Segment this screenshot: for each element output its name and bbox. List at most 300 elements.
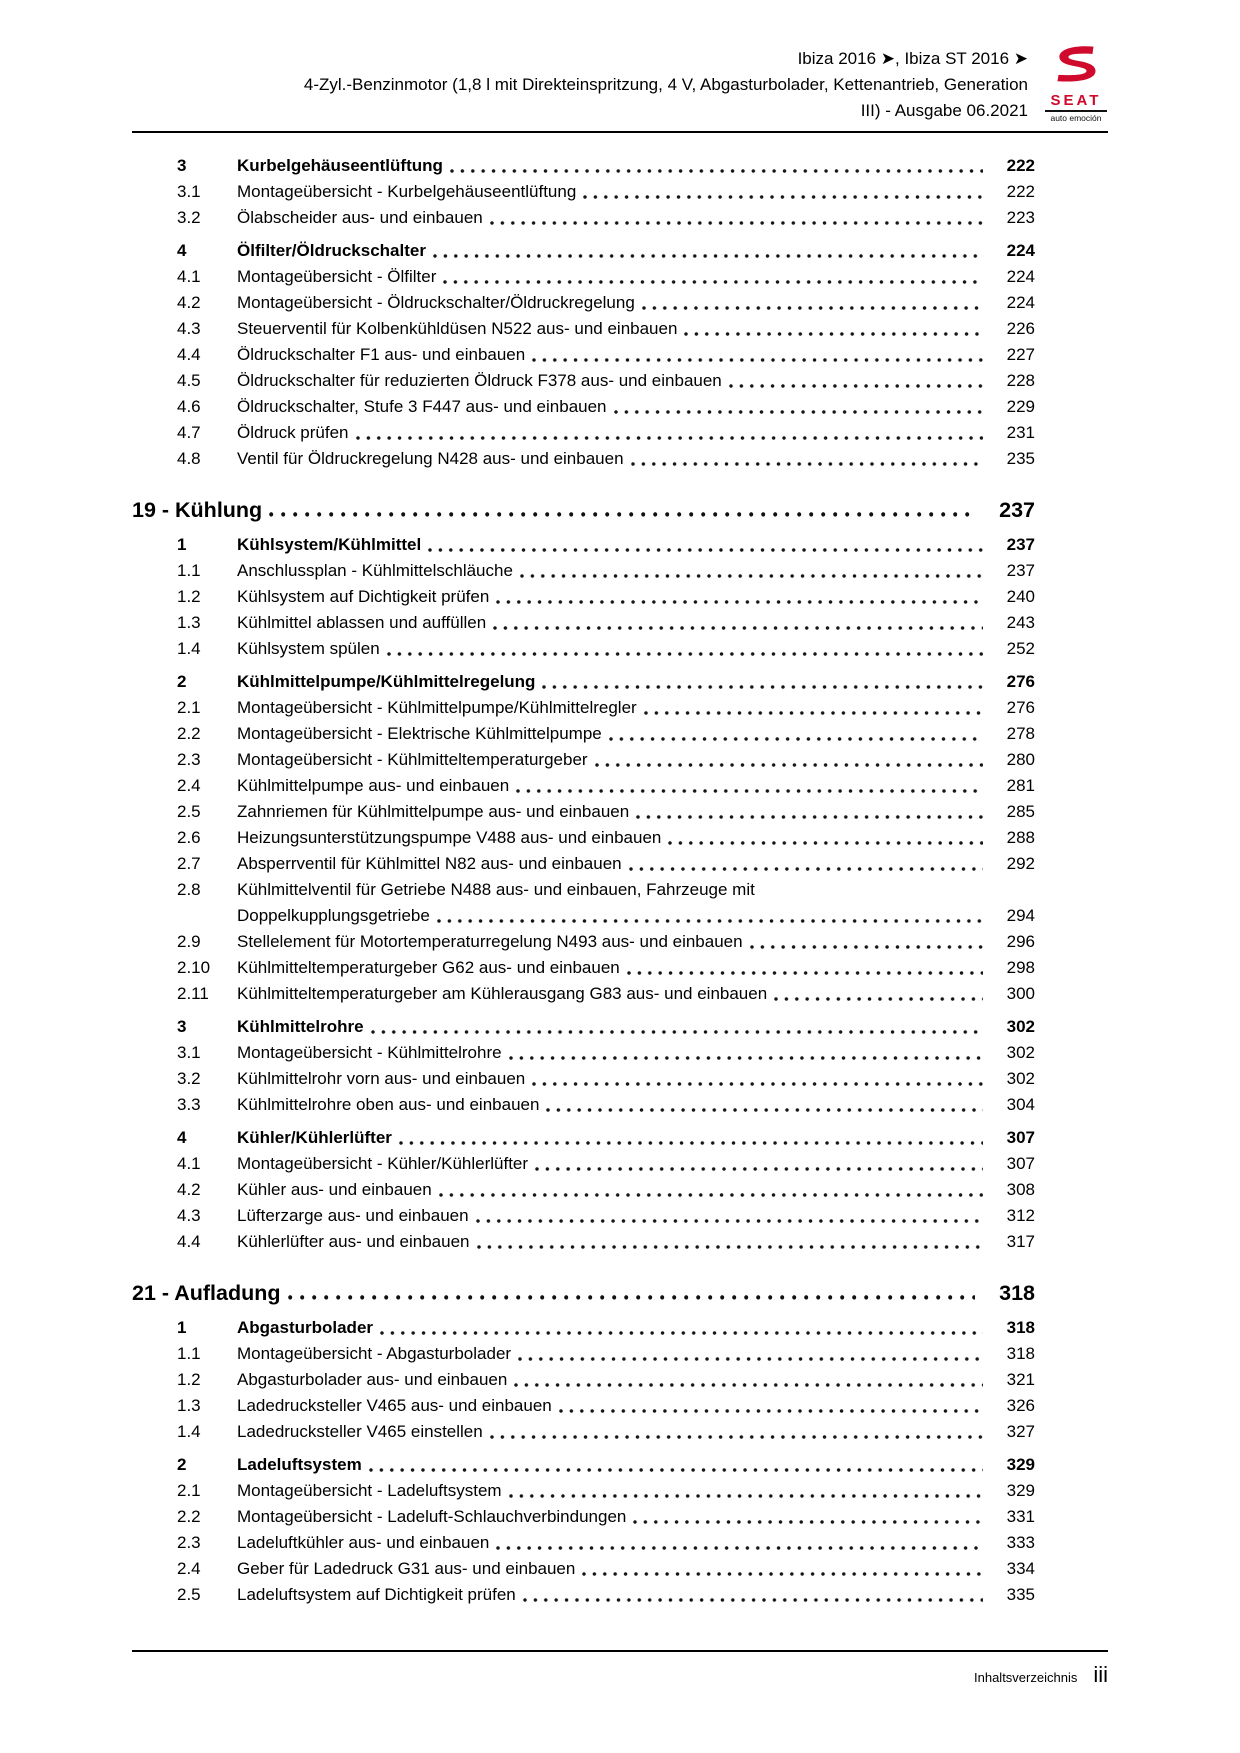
toc-entry-line [237,1177,1035,1203]
toc-entry-line [237,1367,1035,1393]
toc-entry-number: 1.2 [177,1370,201,1389]
toc-entry-page: 243 [1006,613,1035,632]
toc-entry-row [132,1556,1035,1582]
toc-entry-row [132,1315,1035,1341]
toc-entry-number: 2.5 [177,802,201,821]
toc-entry-row [132,610,1035,636]
seat-logo-rule [1045,110,1107,112]
toc-entry-body [237,1092,1035,1118]
toc-entry-title: Ladeluftsystem auf Dichtigkeit prüfen [237,1585,516,1604]
toc-entry-number: 1.1 [177,1344,201,1363]
toc-entry-number: 4.4 [177,345,201,364]
toc-entry-number: 2.3 [177,1533,201,1552]
toc-entry-page: 312 [1006,1206,1035,1225]
toc-entry-body [237,1229,1035,1255]
toc-entry-number: 2.11 [177,984,209,1003]
toc-entry-line [237,1452,1035,1478]
toc-entry-number: 2.4 [177,776,201,795]
toc-entry-line [237,1203,1035,1229]
toc-entry-title: Kühlmittelpumpe aus- und einbauen [237,776,510,795]
toc-entry-page: 226 [1006,319,1035,338]
toc-entry-row [132,1040,1035,1066]
toc-entry-number: 2.5 [177,1585,201,1604]
toc-entry-page: 227 [1006,345,1035,364]
dot-leader [633,1511,983,1530]
toc-entry-page: 281 [1006,776,1035,795]
toc-entry-body [237,1530,1035,1556]
toc-entry-title: Kühlmitteltemperaturgeber G62 aus- und einbauen [237,958,620,977]
toc-entry-body [237,368,1035,394]
toc-entry-page: 327 [1006,1422,1035,1441]
header-title-line2: III) - Ausgabe 06.2021 [860,101,1028,120]
toc-entry-line [237,342,1035,368]
footer-rule [132,1650,1108,1652]
toc-entry-line [237,1556,1035,1582]
toc-entry-body [237,238,1035,264]
toc-entry-page: 318 [1006,1344,1035,1363]
toc-entry-body [237,446,1035,472]
toc-entry-page: 329 [1006,1481,1035,1500]
toc-entry-page: 240 [1006,587,1035,606]
toc-entry-line [237,695,1035,721]
dot-leader [614,401,983,420]
toc-entry-number: 3.3 [177,1095,201,1114]
toc-entry-number: 4.6 [177,397,201,416]
dot-leader [514,1374,983,1393]
toc-entry-body [237,558,1035,584]
seat-logo-tagline: auto emoción [1050,112,1102,123]
dot-leader [774,988,983,1007]
toc-entry-row [132,1341,1035,1367]
toc-entry-page: 237 [1006,561,1035,580]
toc-entry-row [132,532,1035,558]
toc-entry-body [237,851,1035,877]
toc-entry-title: Kühlmitteltemperaturgeber am Kühlerausgang G83 aus- und einbauen [237,984,768,1003]
toc-entry-title: Ventil für Öldruckregelung N428 aus- und einbauen [237,449,624,468]
toc-entry-title: Abgasturbolader [237,1318,374,1337]
toc-entry-body [237,1419,1035,1445]
dot-leader [595,754,983,773]
toc-entry-title: Kühlsystem auf Dichtigkeit prüfen [237,587,490,606]
toc-entry-number: 2.3 [177,750,201,769]
toc-entry-row [132,1151,1035,1177]
toc-entry-row [132,446,1035,472]
toc-entry-page: 296 [1006,932,1035,951]
toc-entry-body [237,1504,1035,1530]
toc-entry-body [237,799,1035,825]
dot-leader [477,1236,984,1255]
toc-entry-page: 231 [1006,423,1035,442]
toc-entry-page: 317 [1006,1232,1035,1251]
toc-entry-body [237,1556,1035,1582]
seat-logo [1028,44,1108,123]
toc-entry-title: Montageübersicht - Elektrische Kühlmittelpumpe [237,724,602,743]
toc-entry-title: Anschlussplan - Kühlmittelschläuche [237,561,513,580]
toc-entry-number: 1 [177,535,187,554]
dot-leader [439,1184,983,1203]
toc-entry-title: Ladedrucksteller V465 aus- und einbauen [237,1396,552,1415]
toc-entry-line [237,205,1035,231]
toc-entry-line [237,290,1035,316]
toc-entry-body [237,1014,1035,1040]
toc-entry-line [237,636,1035,662]
toc-entry-number: 1.1 [177,561,201,580]
toc-entry-line [237,584,1035,610]
toc-chapter-row [132,496,1035,524]
toc-entry-line [237,610,1035,636]
toc-entry-row [132,342,1035,368]
toc-entry-title: Abgasturbolader aus- und einbauen [237,1370,508,1389]
toc-entry-page: 237 [1006,535,1035,554]
toc-entry-title: Montageübersicht - Kurbelgehäuseentlüftung [237,182,577,201]
dot-leader [443,271,983,290]
toc-entry-line [237,316,1035,342]
toc-entry-line [237,1315,1035,1341]
toc-entry-body [237,1582,1035,1608]
toc-entry-number: 3.2 [177,1069,201,1088]
toc-entry-page: 318 [1006,1318,1035,1337]
toc-entry-number: 1.3 [177,613,201,632]
toc-entry-row [132,955,1035,981]
toc-entry-page: 280 [1006,750,1035,769]
toc-entry-line [237,1125,1035,1151]
toc-entry-title: Doppelkupplungsgetriebe [237,906,430,925]
seat-logo-brand: SEAT [1050,92,1102,109]
toc-entry-title: Kühlmittelrohr vorn aus- und einbauen [237,1069,526,1088]
page-header [132,44,1108,124]
toc-entry-row [132,929,1035,955]
dot-leader [509,1485,983,1504]
toc-entry-page: 326 [1006,1396,1035,1415]
toc-entry-title: Kühler aus- und einbauen [237,1180,432,1199]
toc-entry-page: 222 [1006,182,1035,201]
toc-entry-number: 4.3 [177,319,201,338]
dot-leader [450,160,983,179]
toc-entry-row [132,1367,1035,1393]
dot-leader [629,858,983,877]
toc-entry-number: 3.1 [177,182,201,201]
toc-entry-number: 3.1 [177,1043,201,1062]
dot-leader [644,702,983,721]
toc-entry-body [237,1177,1035,1203]
toc-entry-body [237,636,1035,662]
toc-entry-title: Heizungsunterstützungspumpe V488 aus- und einbauen [237,828,662,847]
toc-entry-line [237,394,1035,420]
toc-entry-page: 302 [1006,1069,1035,1088]
toc-entry-number: 2.9 [177,932,201,951]
toc-entry-body [237,695,1035,721]
toc-entry-line [237,1530,1035,1556]
dot-leader [559,1400,983,1419]
dot-leader [269,503,975,524]
toc-entry-line [237,1040,1035,1066]
toc-entry-page: 228 [1006,371,1035,390]
toc-entry-number: 2.8 [177,880,201,899]
toc-entry-title: Ladeluftkühler aus- und einbauen [237,1533,490,1552]
toc-entry-body [237,1151,1035,1177]
dot-leader [356,427,984,446]
toc-entry-page: 224 [1006,293,1035,312]
toc-entry-title: Montageübersicht - Kühlmittelpumpe/Kühlmittelregler [237,698,637,717]
toc-entry-title: Kühlsystem/Kühlmittel [237,535,422,554]
toc-entry-line [237,264,1035,290]
toc-entry-title: Montageübersicht - Kühler/Kühlerlüfter [237,1154,529,1173]
toc-entry-title: Montageübersicht - Kühlmittelrohre [237,1043,502,1062]
toc-entry-row [132,558,1035,584]
toc-entry-line [237,669,1035,695]
toc-entry-line [237,851,1035,877]
toc-entry-line [237,1582,1035,1608]
toc-entry-page: 331 [1006,1507,1035,1526]
toc-entry-line [237,1066,1035,1092]
dot-leader [609,728,983,747]
toc-entry-row [132,205,1035,231]
toc-entry-row [132,851,1035,877]
toc-entry-title: Kühlmittel ablassen und auffüllen [237,613,487,632]
toc-entry-row [132,1419,1035,1445]
toc-entry-line [237,420,1035,446]
dot-leader [476,1210,983,1229]
toc-entry-title: Ladedrucksteller V465 einstellen [237,1422,483,1441]
toc-entry-title: Kühler/Kühlerlüfter [237,1128,392,1147]
dot-leader [493,617,983,636]
toc-entry-page: 302 [1006,1043,1035,1062]
dot-leader [509,1047,983,1066]
toc-entry-number: 3.2 [177,208,201,227]
footer-label: Inhaltsverzeichnis [974,1670,1078,1685]
toc-entry-number: 1.4 [177,639,201,658]
dot-leader [428,539,983,558]
toc-entry-row [132,1092,1035,1118]
toc-entry-line [237,558,1035,584]
dot-leader [437,910,983,929]
toc-entry-row [132,584,1035,610]
toc-entry-row [132,179,1035,205]
toc-entry-title: Kühlmittelventil für Getriebe N488 aus- und einbauen, Fahrzeuge mit [237,880,755,899]
dot-leader [288,1286,975,1307]
toc-entry-line [237,1092,1035,1118]
toc-entry-row [132,695,1035,721]
toc-entry-row [132,636,1035,662]
toc-entry-line [237,446,1035,472]
toc-entry-body [237,877,1035,929]
toc-entry-number: 1 [177,1318,187,1337]
toc-entry-number: 2.6 [177,828,201,847]
dot-leader [668,832,983,851]
toc-entry-row [132,1393,1035,1419]
toc-entry-title: Kühlsystem spülen [237,639,380,658]
toc-entry-page: 334 [1006,1559,1035,1578]
toc-entry-body [237,610,1035,636]
toc-entry-number: 2.1 [177,1481,201,1500]
toc-entry-number: 4.7 [177,423,201,442]
dot-leader [433,245,983,264]
toc-entry-number: 2 [177,1455,187,1474]
toc-entry-body [237,394,1035,420]
dot-leader [546,1099,983,1118]
toc-entry-title: Montageübersicht - Öldruckschalter/Öldruckregelung [237,293,635,312]
toc-entry-page: 294 [1006,906,1035,925]
toc-entry-title: Kurbelgehäuseentlüftung [237,156,443,175]
toc-entry-line [237,1478,1035,1504]
toc-entry-body [237,1367,1035,1393]
dot-leader [642,297,983,316]
toc-entry-number: 2.2 [177,1507,201,1526]
toc-entry-page: 229 [1006,397,1035,416]
toc-entry-body [237,342,1035,368]
toc-entry-number: 4.8 [177,449,201,468]
toc-entry-body [237,1203,1035,1229]
dot-leader [750,936,983,955]
toc-entry-line [237,799,1035,825]
toc-entry-page: 298 [1006,958,1035,977]
header-model-line: Ibiza 2016 ➤, Ibiza ST 2016 ➤ [797,49,1028,68]
toc-entry-page: 278 [1006,724,1035,743]
header-rule [132,131,1108,133]
dot-leader [631,453,983,472]
toc-entry-title: Steuerventil für Kolbenkühldüsen N522 aus- und einbauen [237,319,678,338]
dot-leader [371,1021,983,1040]
toc-entry-line [237,929,1035,955]
toc-entry-page: 237 [999,498,1035,522]
toc-entry-title: 19 - Kühlung [132,498,263,522]
toc-entry-line [237,1151,1035,1177]
toc-entry-line [237,532,1035,558]
header-title-line1: 4-Zyl.-Benzinmotor (1,8 l mit Direkteinspritzung, 4 V, Abgasturbolader, Kettenantrieb, Generation [303,75,1028,94]
toc-entry-body [237,205,1035,231]
toc-chapter-row [132,1279,1035,1307]
toc-entry-line [237,238,1035,264]
toc-entry-title: Montageübersicht - Kühlmitteltemperaturgeber [237,750,588,769]
dot-leader [542,676,983,695]
toc-entry-line [237,903,1035,929]
toc-entry-number: 4.2 [177,293,201,312]
dot-leader [535,1158,983,1177]
toc-entry-row [132,981,1035,1007]
toc-entry-page: 329 [1006,1455,1035,1474]
toc-entry-title: Öldruckschalter F1 aus- und einbauen [237,345,526,364]
footer-page-number: iii [1093,1662,1108,1687]
dot-leader [516,780,983,799]
toc-entry-body [237,669,1035,695]
toc-entry-number: 4.2 [177,1180,201,1199]
toc-entry-title: Geber für Ladedruck G31 aus- und einbauen [237,1559,576,1578]
toc-entry-title: Öldruck prüfen [237,423,349,442]
toc-entry-row [132,1452,1035,1478]
toc-entry-row [132,669,1035,695]
toc-entry-title: Öldruckschalter für reduzierten Öldruck F378 aus- und einbauen [237,371,722,390]
toc-entry-line [132,1279,1035,1307]
dot-leader [496,1537,983,1556]
toc-entry-title: Kühlmittelpumpe/Kühlmittelregelung [237,672,536,691]
toc-entry-body [237,773,1035,799]
toc-entry-title: Ölabscheider aus- und einbauen [237,208,483,227]
toc-entry-body [237,420,1035,446]
toc-entry-page: 302 [1006,1017,1035,1036]
toc-entry-line [237,1341,1035,1367]
toc-entry-row [132,799,1035,825]
dot-leader [490,212,983,231]
toc-entry-body [237,179,1035,205]
toc-entry-body [237,929,1035,955]
toc-entry-number: 4.1 [177,1154,201,1173]
toc-entry-body [237,316,1035,342]
toc-entry-number: 4 [177,1128,187,1147]
toc-entry-line [237,1419,1035,1445]
dot-leader [583,186,983,205]
toc-entry-title: Montageübersicht - Ladeluftsystem [237,1481,502,1500]
toc-entry-page: 224 [1006,267,1035,286]
toc-entry-line [237,1014,1035,1040]
toc-entry-number: 2.4 [177,1559,201,1578]
toc-entry-title: Absperrventil für Kühlmittel N82 aus- und einbauen [237,854,622,873]
toc-entry-page: 321 [1006,1370,1035,1389]
toc-entry-row [132,1066,1035,1092]
toc-entry-number: 3 [177,156,187,175]
toc-entry-page: 224 [1006,241,1035,260]
toc-entry-page: 288 [1006,828,1035,847]
header-text [132,44,1028,124]
dot-leader [523,1589,983,1608]
toc-entry-body [237,532,1035,558]
toc-entry-title: Kühlmittelrohre [237,1017,364,1036]
toc-entry-row [132,747,1035,773]
toc-entry-row [132,1478,1035,1504]
toc-entry-page: 318 [999,1281,1035,1305]
toc-entry-line [237,368,1035,394]
toc-entry-title: Kühlmittelrohre oben aus- und einbauen [237,1095,540,1114]
toc-entry-body [237,825,1035,851]
toc-entry-line [237,877,1035,903]
dot-leader [518,1348,983,1367]
toc-entry-page: 285 [1006,802,1035,821]
toc-entry-row [132,773,1035,799]
toc-entry-number: 1.3 [177,1396,201,1415]
toc-entry-body [237,153,1035,179]
toc-entry-body [237,1040,1035,1066]
dot-leader [520,565,983,584]
toc-entry-row [132,1125,1035,1151]
toc-list [132,153,1108,1608]
footer-line [132,1662,1108,1688]
toc-entry-body [237,290,1035,316]
seat-s-icon [1053,44,1099,91]
toc-entry-title: Kühlerlüfter aus- und einbauen [237,1232,470,1251]
dot-leader [729,375,983,394]
toc-entry-row [132,394,1035,420]
toc-entry-title: Montageübersicht - Ölfilter [237,267,437,286]
toc-entry-page: 276 [1006,698,1035,717]
toc-entry-number: 4.4 [177,1232,201,1251]
toc-entry-number: 4.5 [177,371,201,390]
dot-leader [582,1563,983,1582]
toc-entry-body [237,747,1035,773]
toc-entry-number: 4 [177,241,187,260]
dot-leader [399,1132,983,1151]
toc-entry-line [237,1229,1035,1255]
toc-entry-row [132,264,1035,290]
toc-entry-page: 252 [1006,639,1035,658]
toc-entry-row [132,1504,1035,1530]
toc-entry-number: 2.2 [177,724,201,743]
toc-entry-body [237,981,1035,1007]
toc-entry-page: 307 [1006,1128,1035,1147]
toc-entry-page: 300 [1006,984,1035,1003]
toc-entry-number: 3 [177,1017,187,1036]
toc-entry-number: 1.2 [177,587,201,606]
toc-entry-line [237,981,1035,1007]
toc-entry-body [132,496,1035,524]
